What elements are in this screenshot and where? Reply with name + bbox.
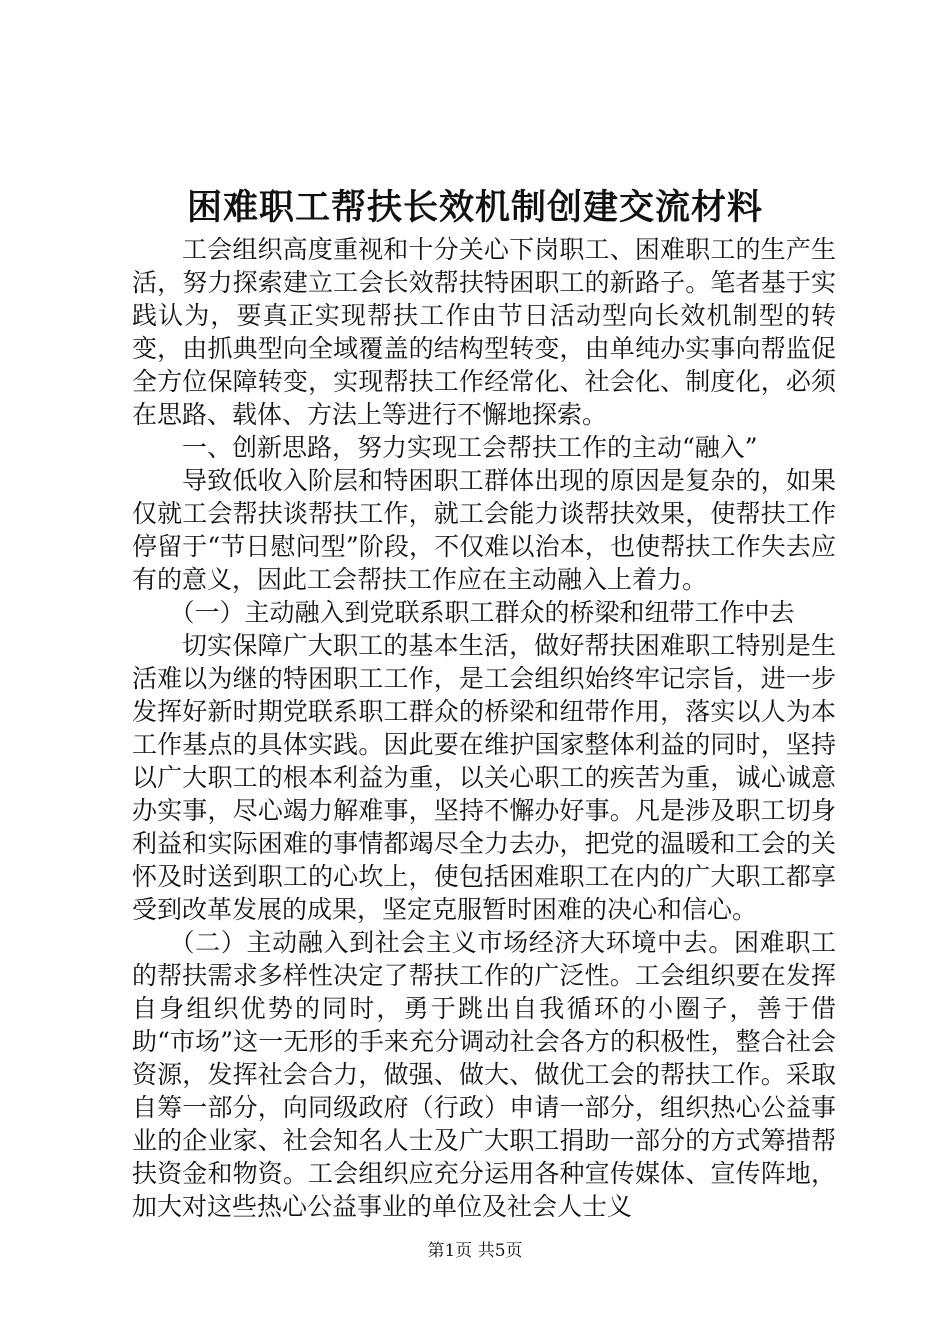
paragraph-subsection-1: 切实保障广大职工的基本生活，做好帮扶困难职工特别是生活难以为继的特困职工工作，是工会组织始终牢记宗旨，进一步发挥好新时期党联系职工群众的桥梁和纽带作用，落实以人为本工作基点的具体实践。因此要在维护国家整体利益的同时，坚持以广大职工的根本利益为重，以关心职工的疾苦为重，诚心诚意办实事，尽心竭力解难事，坚持不懈办好事。凡是涉及职工切身利益和实际困难的事情都竭尽全力去办，把党的温暖和工会的关怀及时送到职工的心坎上，使包括困难职工在内的广大职工都享受到改革发展的成果，坚定克服暂时困难的决心和信心。	[132, 631, 836, 924]
paragraph-subsection-2: （二）主动融入到社会主义市场经济大环境中去。困难职工的帮扶需求多样性决定了帮扶工作的广泛性。工会组织要在发挥自身组织优势的同时，勇于跳出自我循环的小圈子，善于借助“市场”这一无形的手来充分调动社会各方的积极性，整合社会资源，发挥社会合力，做强、做大、做优工会的帮扶工作。采取自筹一部分，向同级政府（行政）申请一部分，组织热心公益事业的企业家、社会知名人士及广大职工捐助一部分的方式筹措帮扶资金和物资。工会组织应充分运用各种宣传媒体、宣传阵地，加大对这些热心公益事业的单位及社会人士义	[132, 928, 836, 1221]
document-body	[132, 233, 836, 1223]
page-footer: 第1页 共5页	[427, 1241, 523, 1261]
document-title: 困难职工帮扶长效机制创建交流材料	[186, 187, 763, 228]
paragraph-section-1: 导致低收入阶层和特困职工群体出现的原因是复杂的，如果仅就工会帮扶谈帮扶工作，就工会能力谈帮扶效果，使帮扶工作停留于“节日慰问型”阶段，不仅难以治本，也使帮扶工作失去应有的意义，因此工会帮扶工作应在主动融入上着力。	[132, 466, 836, 594]
heading-subsection-1: （一）主动融入到党联系职工群众的桥梁和纽带工作中去	[169, 598, 795, 627]
heading-section-1: 一、创新思路，努力实现工会帮扶工作的主动“融入”	[182, 433, 758, 462]
paragraph-intro: 工会组织高度重视和十分关心下岗职工、困难职工的生产生活，努力探索建立工会长效帮扶特困职工的新路子。笔者基于实践认为，要真正实现帮扶工作由节日活动型向长效机制型的转变，由抓典型向全域覆盖的结构型转变，由单纯办实事向帮监促全方位保障转变，实现帮扶工作经常化、社会化、制度化，必须在思路、载体、方法上等进行不懈地探索。	[132, 235, 836, 429]
